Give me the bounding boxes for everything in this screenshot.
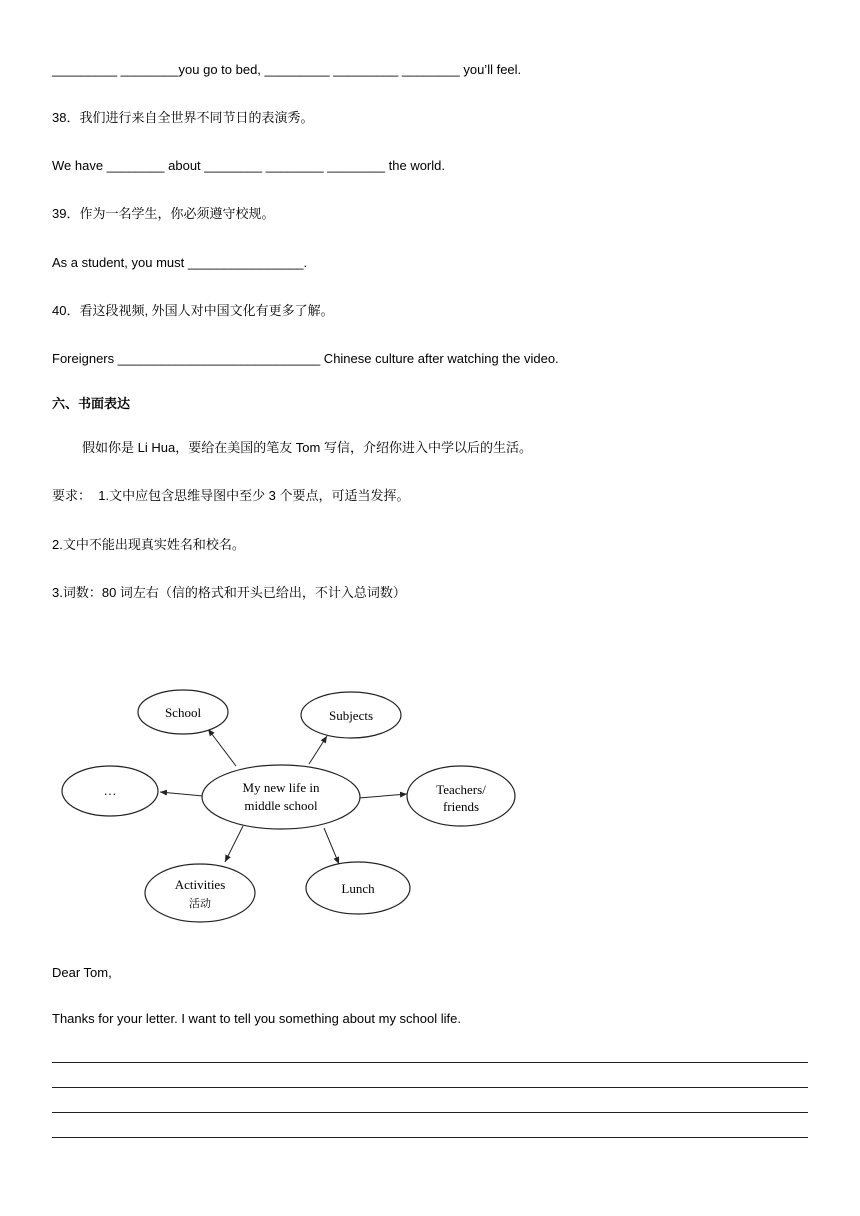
writing-line[interactable] xyxy=(52,1112,808,1113)
mind-map-node-subjects xyxy=(301,692,401,738)
requirement-2: 2.文中不能出现真实姓名和校名。 xyxy=(52,537,245,552)
teachers-node-label-line2: friends xyxy=(442,799,480,814)
q39-prompt: 39．作为一名学生，你必须遵守校规。 xyxy=(52,206,275,221)
letter-opening: Thanks for your letter. I want to tell you something about my school life. xyxy=(52,1011,461,1026)
teachers-node-label-line1: Teachers/ xyxy=(436,782,486,797)
section-heading: 六、书面表达 xyxy=(52,396,131,411)
mind-map-node-center xyxy=(202,765,360,829)
lunch-node-label: Lunch xyxy=(341,881,375,896)
mind-map-node-activities xyxy=(145,864,255,922)
mind-map-node-teachers xyxy=(407,766,515,826)
center-node-label-line1: My new life in xyxy=(242,780,320,795)
writing-line[interactable] xyxy=(52,1137,808,1138)
writing-line[interactable] xyxy=(52,1062,808,1063)
requirement-3: 3.词数：80 词左右（信的格式和开头已给出，不计入总词数） xyxy=(52,585,406,600)
mind-map xyxy=(56,686,526,926)
q40-answer-line: Foreigners ____________________________ Chinese culture after watching the video. xyxy=(52,351,559,366)
q37-answer-line: _________ ________you go to bed, _________ _________ ________ you’ll feel. xyxy=(52,62,522,77)
more-node-label: … xyxy=(103,783,117,798)
writing-task-intro: 假如你是 Li Hua，要给在美国的笔友 Tom 写信，介绍你进入中学以后的生活。 xyxy=(82,440,532,455)
center-node-label-line2: middle school xyxy=(244,798,318,813)
activities-node-label-line1: Activities xyxy=(174,877,226,892)
subjects-node-label: Subjects xyxy=(328,708,374,723)
requirement-1: 要求： 1.文中应包含思维导图中至少 3 个要点，可适当发挥。 xyxy=(52,488,410,503)
school-node-label: School xyxy=(164,705,202,720)
q38-answer-line: We have ________ about ________ ________ ________ the world. xyxy=(52,158,445,173)
letter-greeting: Dear Tom, xyxy=(52,965,112,980)
q39-answer-line: As a student, you must ________________. xyxy=(52,255,308,270)
mind-map-node-school xyxy=(138,690,228,734)
mind-map-node-more xyxy=(62,766,158,816)
q40-prompt: 40．看这段视频, 外国人对中国文化有更多了解。 xyxy=(52,303,334,318)
writing-line[interactable] xyxy=(52,1087,808,1088)
activities-node-label-line2: 活动 xyxy=(189,897,211,910)
mind-map-node-lunch xyxy=(306,862,410,914)
q38-prompt: 38．我们进行来自全世界不同节日的表演秀。 xyxy=(52,110,314,125)
